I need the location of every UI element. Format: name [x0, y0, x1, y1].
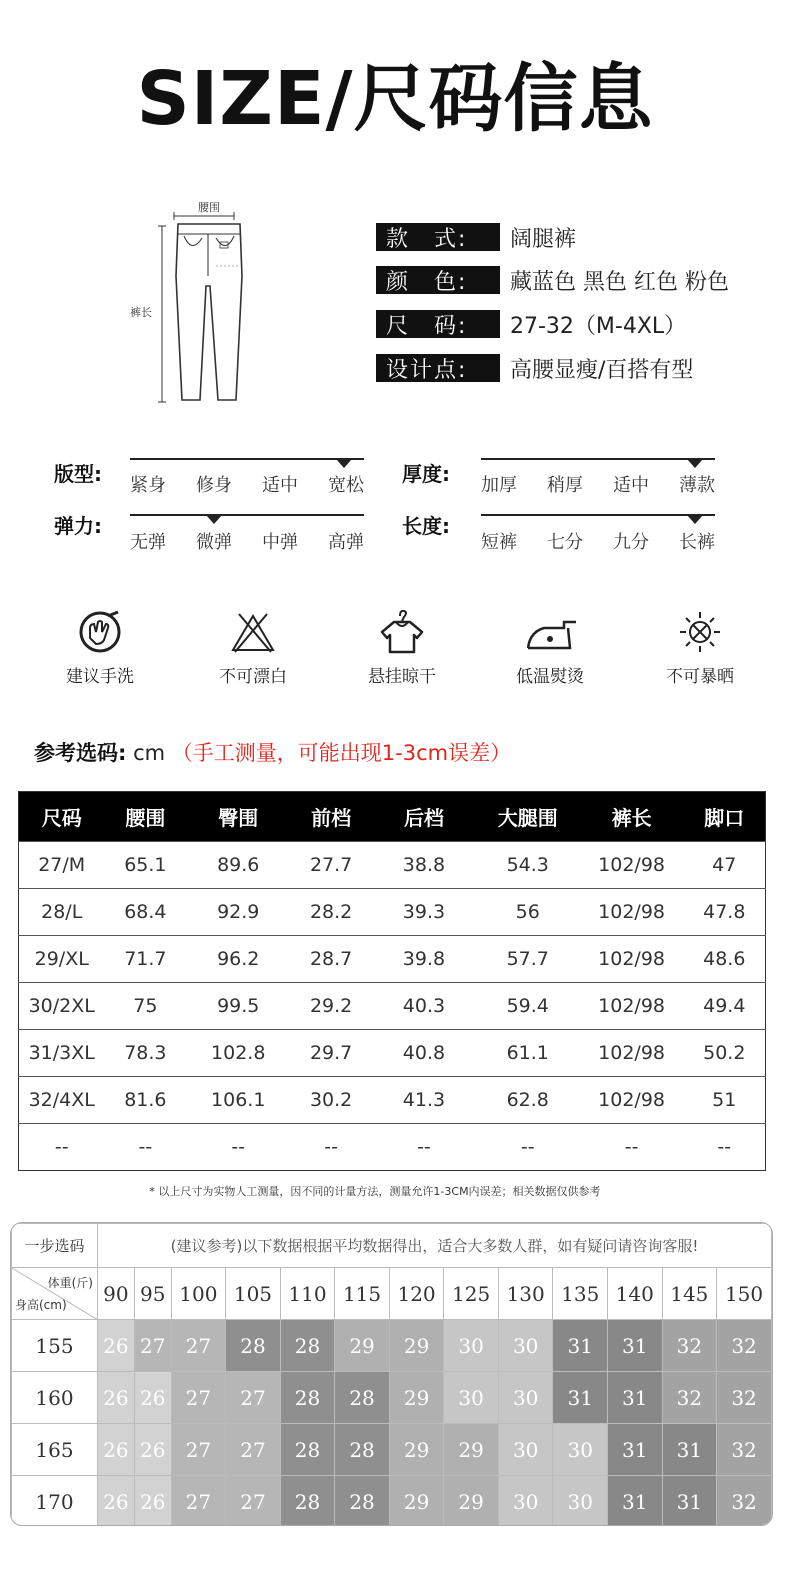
scale-length-options [481, 528, 715, 554]
table-cell: 29.7 [290, 1030, 372, 1077]
scale-option: 九分 [613, 532, 649, 553]
table-cell: 106.1 [186, 1077, 290, 1124]
table-cell: 54.3 [476, 842, 580, 889]
size-table-body [19, 842, 766, 1171]
height-cell: 155 [12, 1320, 98, 1372]
size-cell: 29 [444, 1424, 499, 1476]
scale-option: 宽松 [328, 475, 364, 496]
page-title: SIZE/尺码信息 [136, 56, 654, 142]
size-cell: 30 [498, 1476, 553, 1527]
table-cell: 102.8 [186, 1030, 290, 1077]
size-cell: 26 [134, 1424, 171, 1476]
scale-fit-marker [336, 459, 352, 468]
table-cell: 59.4 [476, 983, 580, 1030]
size-cell: 27 [226, 1476, 281, 1527]
size-cell: 28 [280, 1372, 335, 1424]
spec-key: 设计点: [376, 354, 500, 382]
scale-thickness-marker [687, 459, 703, 468]
reference-label: 参考选码: [34, 741, 127, 765]
table-cell: -- [19, 1124, 105, 1171]
height-cell: 160 [12, 1372, 98, 1424]
size-cell: 27 [171, 1476, 226, 1527]
table-cell: 30.2 [290, 1077, 372, 1124]
grid-height-row [12, 1476, 772, 1527]
table-cell: 41.3 [372, 1077, 476, 1124]
table-cell: 102/98 [580, 1030, 684, 1077]
size-cell: 28 [335, 1476, 390, 1527]
spec-row-design [376, 353, 693, 383]
scale-stretch-marker [206, 515, 222, 524]
size-table-header [19, 792, 766, 842]
weight-cell: 140 [608, 1268, 663, 1320]
table-cell: 30/2XL [19, 983, 105, 1030]
low-iron-icon [520, 608, 580, 656]
table-cell: 99.5 [186, 983, 290, 1030]
table-cell: 39.8 [372, 936, 476, 983]
scale-length-line [481, 514, 715, 516]
table-cell: 65.1 [104, 842, 186, 889]
size-cell: 28 [335, 1372, 390, 1424]
care-label: 建议手洗 [66, 667, 134, 687]
size-cell: 31 [662, 1424, 717, 1476]
care-label: 不可漂白 [219, 667, 287, 687]
weight-cell: 125 [444, 1268, 499, 1320]
table-row [19, 842, 766, 889]
grid-corner [12, 1268, 98, 1320]
table-cell: 56 [476, 889, 580, 936]
table-cell: 27/M [19, 842, 105, 889]
size-recommendation-grid [10, 1222, 773, 1526]
table-cell: 28.2 [290, 889, 372, 936]
spec-key: 颜 色: [376, 266, 500, 294]
table-cell: -- [372, 1124, 476, 1171]
hand-wash-icon [74, 608, 126, 656]
table-cell: 51 [684, 1077, 766, 1124]
size-cell: 26 [98, 1424, 135, 1476]
table-cell: 62.8 [476, 1077, 580, 1124]
scale-option: 稍厚 [547, 475, 583, 496]
table-cell: 48.6 [684, 936, 766, 983]
column-header: 腰围 [104, 792, 186, 842]
scale-option: 短裤 [481, 532, 517, 553]
size-cell: 29 [444, 1476, 499, 1527]
size-cell: 26 [134, 1372, 171, 1424]
table-cell: 102/98 [580, 889, 684, 936]
size-cell: 29 [389, 1320, 444, 1372]
weight-cell: 115 [335, 1268, 390, 1320]
weight-cell: 110 [280, 1268, 335, 1320]
table-cell: 47 [684, 842, 766, 889]
grid-height-row [12, 1424, 772, 1476]
size-cell: 31 [662, 1476, 717, 1527]
table-row [19, 1124, 766, 1171]
hang-dry-icon [374, 608, 430, 656]
table-cell: 61.1 [476, 1030, 580, 1077]
scale-fit-options [130, 471, 364, 497]
scale-option: 修身 [196, 475, 232, 496]
table-cell: 28.7 [290, 936, 372, 983]
size-cell: 32 [717, 1320, 772, 1372]
reference-unit: cm [133, 741, 166, 765]
size-cell: 27 [134, 1320, 171, 1372]
table-cell: 71.7 [104, 936, 186, 983]
spec-value: 高腰显瘦/百搭有型 [510, 357, 694, 383]
care-hand-wash [40, 608, 160, 687]
table-row [19, 889, 766, 936]
height-cell: 165 [12, 1424, 98, 1476]
care-no-sun [640, 608, 760, 687]
size-cell: 31 [608, 1320, 663, 1372]
scale-option: 中弹 [262, 532, 298, 553]
table-cell: 96.2 [186, 936, 290, 983]
table-cell: 32/4XL [19, 1077, 105, 1124]
size-cell: 31 [608, 1424, 663, 1476]
table-cell: 78.3 [104, 1030, 186, 1077]
table-cell: 92.9 [186, 889, 290, 936]
spec-row-style [376, 222, 576, 252]
size-cell: 26 [98, 1320, 135, 1372]
table-cell: 47.8 [684, 889, 766, 936]
size-cell: 30 [498, 1424, 553, 1476]
scale-fit-line [130, 458, 364, 460]
size-cell: 26 [98, 1476, 135, 1527]
care-hang-dry [342, 608, 462, 687]
table-cell: 68.4 [104, 889, 186, 936]
scale-option: 适中 [613, 475, 649, 496]
pants-illustration [120, 196, 260, 406]
size-cell: 28 [226, 1320, 281, 1372]
table-cell: 28/L [19, 889, 105, 936]
size-cell: 30 [498, 1320, 553, 1372]
grid-title: 一步选码 [12, 1224, 98, 1268]
care-label: 低温熨烫 [516, 667, 584, 687]
column-header: 臀围 [186, 792, 290, 842]
weight-label: 体重(斤) [47, 1276, 93, 1290]
size-cell: 27 [226, 1372, 281, 1424]
scale-option: 加厚 [481, 475, 517, 496]
size-cell: 32 [717, 1424, 772, 1476]
scale-thickness-options [481, 471, 715, 497]
size-cell: 30 [498, 1372, 553, 1424]
table-cell: 40.8 [372, 1030, 476, 1077]
size-cell: 28 [335, 1424, 390, 1476]
size-cell: 31 [553, 1372, 608, 1424]
size-table [18, 791, 766, 1171]
weight-cell: 135 [553, 1268, 608, 1320]
care-label: 不可暴晒 [666, 667, 734, 687]
table-row [19, 936, 766, 983]
size-cell: 26 [98, 1372, 135, 1424]
grid-weight-row [12, 1268, 772, 1320]
table-cell: 50.2 [684, 1030, 766, 1077]
column-header: 前档 [290, 792, 372, 842]
column-header: 大腿围 [476, 792, 580, 842]
table-row [19, 1077, 766, 1124]
weight-cell: 130 [498, 1268, 553, 1320]
table-cell: 27.7 [290, 842, 372, 889]
care-label: 悬挂晾干 [368, 667, 436, 687]
grid-height-row [12, 1320, 772, 1372]
table-cell: 39.3 [372, 889, 476, 936]
scale-length-name: 长度: [402, 514, 450, 538]
size-cell: 29 [389, 1424, 444, 1476]
size-cell: 31 [553, 1320, 608, 1372]
size-cell: 29 [335, 1320, 390, 1372]
spec-row-color [376, 265, 729, 295]
table-cell: 38.8 [372, 842, 476, 889]
table-cell: 29.2 [290, 983, 372, 1030]
table-row [19, 1030, 766, 1077]
table-cell: 102/98 [580, 1077, 684, 1124]
pants-icon [120, 196, 260, 406]
table-cell: 49.4 [684, 983, 766, 1030]
spec-value: 27-32（M-4XL） [510, 313, 687, 339]
table-cell: 75 [104, 983, 186, 1030]
table-cell: -- [290, 1124, 372, 1171]
scale-stretch-line [130, 514, 364, 516]
size-cell: 30 [553, 1476, 608, 1527]
scale-option: 七分 [547, 532, 583, 553]
spec-key: 尺 码: [376, 310, 500, 338]
size-cell: 30 [444, 1320, 499, 1372]
scale-option: 长裤 [679, 532, 715, 553]
size-cell: 28 [280, 1476, 335, 1527]
scale-option: 无弹 [130, 532, 166, 553]
size-cell: 27 [171, 1320, 226, 1372]
scale-option: 高弹 [328, 532, 364, 553]
weight-cell: 95 [134, 1268, 171, 1320]
reference-heading [34, 737, 511, 767]
column-header: 脚口 [684, 792, 766, 842]
table-cell: 81.6 [104, 1077, 186, 1124]
grid-title-row [12, 1224, 772, 1268]
table-cell: -- [580, 1124, 684, 1171]
size-cell: 32 [717, 1476, 772, 1527]
weight-cell: 150 [717, 1268, 772, 1320]
scale-thickness-name: 厚度: [402, 462, 450, 486]
scale-option: 薄款 [679, 475, 715, 496]
column-header: 后档 [372, 792, 476, 842]
spec-key: 款 式: [376, 223, 500, 251]
weight-cell: 145 [662, 1268, 717, 1320]
reference-note: （手工测量，可能出现1-3cm误差） [171, 741, 512, 765]
table-cell: 89.6 [186, 842, 290, 889]
table-cell: 57.7 [476, 936, 580, 983]
grid-height-row [12, 1372, 772, 1424]
size-cell: 29 [389, 1476, 444, 1527]
size-cell: 29 [389, 1372, 444, 1424]
column-header: 尺码 [19, 792, 105, 842]
table-row [19, 983, 766, 1030]
size-cell: 32 [662, 1320, 717, 1372]
length-label: 裤长 [130, 306, 152, 319]
care-no-bleach [193, 608, 313, 687]
weight-cell: 90 [98, 1268, 135, 1320]
size-cell: 28 [280, 1320, 335, 1372]
no-bleach-icon [227, 608, 279, 656]
table-cell: -- [684, 1124, 766, 1171]
table-cell: 29/XL [19, 936, 105, 983]
scale-option: 紧身 [130, 475, 166, 496]
scale-stretch-options [130, 528, 364, 554]
scale-length-marker [687, 515, 703, 524]
size-cell: 31 [608, 1372, 663, 1424]
scale-option: 微弹 [196, 532, 232, 553]
table-cell: 102/98 [580, 842, 684, 889]
table-cell: -- [476, 1124, 580, 1171]
size-cell: 31 [608, 1476, 663, 1527]
table-cell: 40.3 [372, 983, 476, 1030]
height-cell: 170 [12, 1476, 98, 1527]
table-cell: -- [104, 1124, 186, 1171]
size-cell: 30 [444, 1372, 499, 1424]
spec-value: 藏蓝色 黑色 红色 粉色 [510, 269, 729, 295]
size-cell: 32 [717, 1372, 772, 1424]
waist-label: 腰围 [198, 201, 220, 214]
column-header: 裤长 [580, 792, 684, 842]
spec-value: 阔腿裤 [510, 226, 577, 252]
no-sun-icon [674, 608, 726, 656]
table-cell: 102/98 [580, 936, 684, 983]
scale-fit-name: 版型: [54, 462, 102, 486]
weight-cell: 105 [226, 1268, 281, 1320]
size-cell: 28 [280, 1424, 335, 1476]
scale-thickness-line [481, 458, 715, 460]
care-low-iron [490, 608, 610, 687]
size-cell: 26 [134, 1476, 171, 1527]
table-cell: 31/3XL [19, 1030, 105, 1077]
table-cell: 102/98 [580, 983, 684, 1030]
size-cell: 27 [171, 1424, 226, 1476]
size-cell: 30 [553, 1424, 608, 1476]
size-cell: 32 [662, 1372, 717, 1424]
size-cell: 27 [226, 1424, 281, 1476]
grid-note: (建议参考)以下数据根据平均数据得出，适合大多数人群，如有疑问请咨询客服! [98, 1224, 772, 1268]
weight-cell: 100 [171, 1268, 226, 1320]
height-label: 身高(cm) [15, 1298, 67, 1312]
weight-cell: 120 [389, 1268, 444, 1320]
footnote: * 以上尺寸为实物人工测量，因不同的计量方法，测量允许1-3CM内误差；相关数据仅供参考 [149, 1185, 601, 1198]
size-cell: 27 [171, 1372, 226, 1424]
spec-row-size [376, 309, 686, 339]
scale-option: 适中 [262, 475, 298, 496]
scale-stretch-name: 弹力: [54, 514, 102, 538]
table-cell: -- [186, 1124, 290, 1171]
